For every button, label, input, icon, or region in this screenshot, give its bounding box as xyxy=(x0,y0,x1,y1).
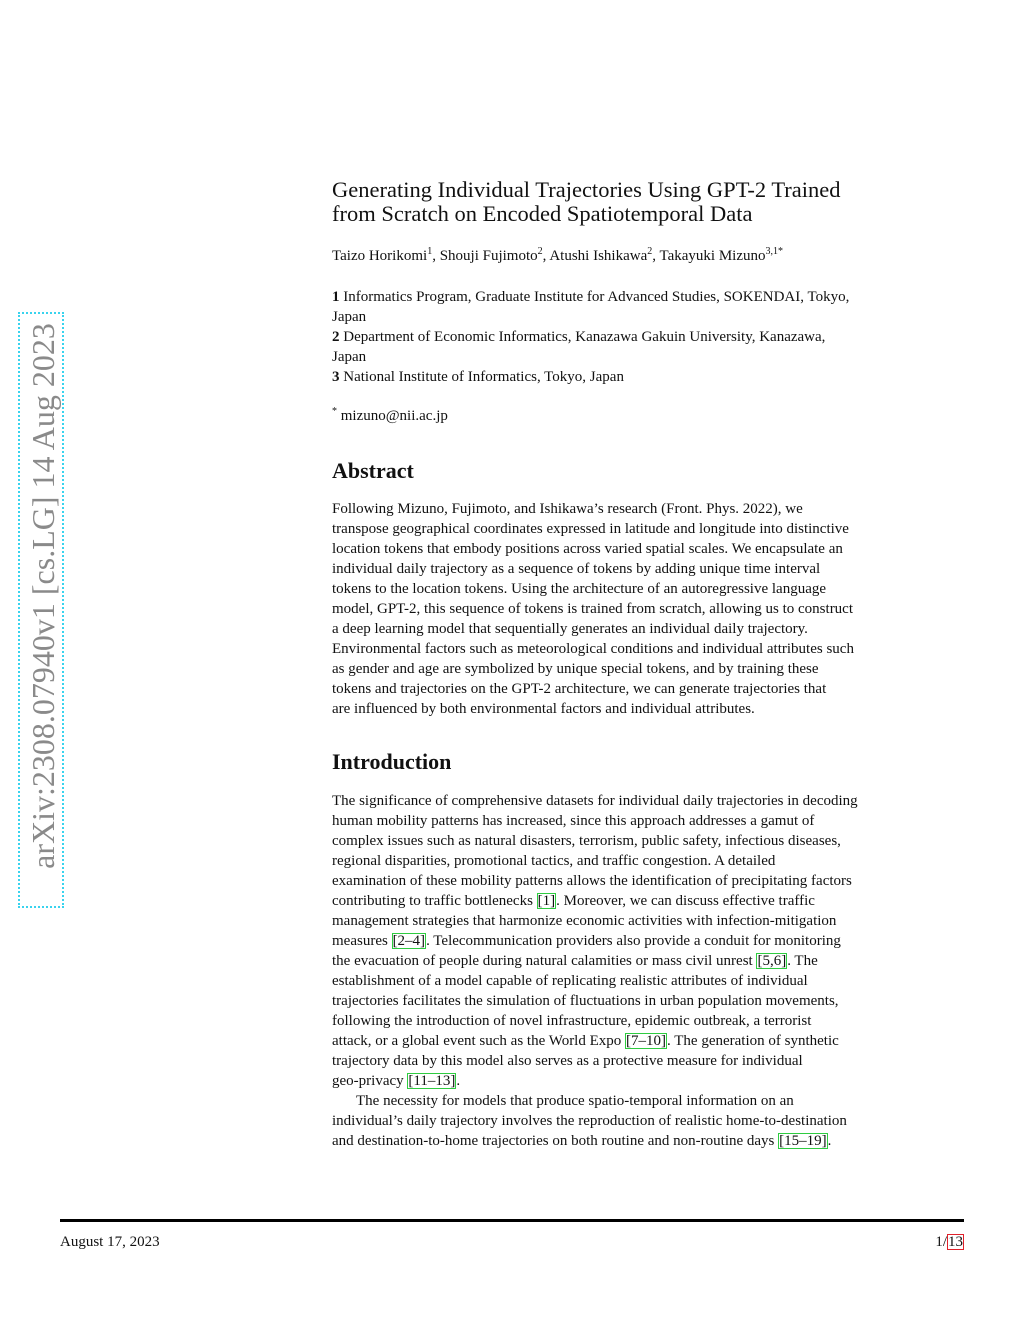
author-affil-mark: 2 xyxy=(537,246,543,257)
author-affil-mark: 2 xyxy=(647,246,653,257)
citation-link[interactable]: [5,6] xyxy=(757,953,787,969)
corresponding-email xyxy=(332,406,966,426)
author-name: Taizo Horikomi xyxy=(332,248,428,264)
title-line-2: from Scratch on Encoded Spatiotemporal Data xyxy=(332,201,753,226)
author-affil-mark: 3,1* xyxy=(765,246,783,257)
citation-link[interactable]: [15–19] xyxy=(779,1133,827,1149)
page-total-link[interactable]: 13 xyxy=(948,1234,963,1250)
author-name: Takayuki Mizuno xyxy=(659,248,766,264)
affiliation-item: 2 Department of Economic Informatics, Kanazawa Gakuin University, Kanazawa, Japan xyxy=(332,329,826,365)
author-list: Taizo Horikomi$^1$, Shouji Fujimoto$^2$, Atushi Ishikawa$^2$, Takayuki Mizuno$^{3,1*}$ xyxy=(332,246,783,264)
paper-title xyxy=(332,178,966,226)
affiliation-item: 3 National Institute of Informatics, Tokyo, Japan xyxy=(332,369,624,385)
citation-link[interactable]: [11–13] xyxy=(408,1073,456,1089)
citation-link[interactable]: [1] xyxy=(537,893,556,909)
footer-date: August 17, 2023 xyxy=(60,1234,160,1250)
citation-link[interactable]: [7–10] xyxy=(626,1033,667,1049)
citation-link[interactable]: [2–4] xyxy=(392,933,426,949)
affiliation-list xyxy=(332,287,966,387)
introduction-heading: Introduction xyxy=(332,749,452,774)
email-address[interactable]: mizuno@nii.ac.jp xyxy=(337,408,448,424)
arxiv-identifier[interactable]: arXiv:2308.07940v1 [cs.LG] 14 Aug 2023 xyxy=(25,323,61,869)
author-affil-mark: 1 xyxy=(427,246,433,257)
author-name: Atushi Ishikawa xyxy=(549,248,648,264)
affiliation-number: 2 xyxy=(332,329,340,345)
intro-paragraph-1: The significance of comprehensive datasets for individual daily trajectories in decoding human mobility patterns has increased, since this approach addresses a gamut of complex issues such as natural disasters, terrorism, public safety, infectious diseases, regional disparities, promotional tactics, and traffic congestion. A detailed examination of these mobility patterns allows the identification of precipitating factors contributing to traffic bottlenecks [1]. Moreover, we can discuss effective traffic management strategies that harmonize economic activities with infection-mitigation measures [2–4]. Telecommunication providers also provide a conduit for monitoring the evacuation of people during natural calamities or mass civil unrest [5,6]. The establishment of a model capable of replicating realistic attributes of individual trajectories facilitates the simulation of fluctuations in urban population movements, following the introduction of novel infrastructure, epidemic outbreak, a terrorist attack, or a global event such as the World Expo [7–10]. The generation of synthetic trajectory data by this model also serves as a protective measure for individual geo-privacy [11–13]. xyxy=(332,793,858,1089)
footer-rule xyxy=(60,1219,964,1222)
page-number: 1/13 xyxy=(935,1234,963,1250)
abstract-heading: Abstract xyxy=(332,458,414,483)
introduction-body xyxy=(332,791,966,1151)
affiliation-item: 1 Informatics Program, Graduate Institute for Advanced Studies, SOKENDAI, Tokyo, Japan xyxy=(332,289,850,325)
abstract-body: Following Mizuno, Fujimoto, and Ishikawa’s research (Front. Phys. 2022), we transpose geographical coordinates expressed in latitude and longitude into distinctive location tokens that embody positions across varied spatial scales. We encapsulate an individual daily trajectory as a sequence of tokens by adding unique time interval tokens to the location tokens. Using the architecture of an autoregressive language model, GPT-2, this sequence of tokens is trained from scratch, allowing us to construct a deep learning model that sequentially generates an individual daily trajectory. Environmental factors such as meteorological conditions and individual attributes such as gender and age are symbolized by unique special tokens, and by training these tokens and trajectories on the GPT-2 architecture, we can generate trajectories that are influenced by both environmental factors and individual attributes. xyxy=(332,501,854,717)
affiliation-number: 1 xyxy=(332,289,340,305)
author-name: Shouji Fujimoto xyxy=(439,248,538,264)
corresponding-mark: * xyxy=(332,406,337,417)
title-line-1: Generating Individual Trajectories Using GPT-2 Trained xyxy=(332,177,841,202)
affiliation-number: 3 xyxy=(332,369,340,385)
intro-paragraph-2: The necessity for models that produce spatio-temporal information on an individual’s daily trajectory involves the reproduction of realistic home-to-destination and destination-to-home trajectories on both routine and non-routine days [15–19]. xyxy=(332,1093,847,1149)
